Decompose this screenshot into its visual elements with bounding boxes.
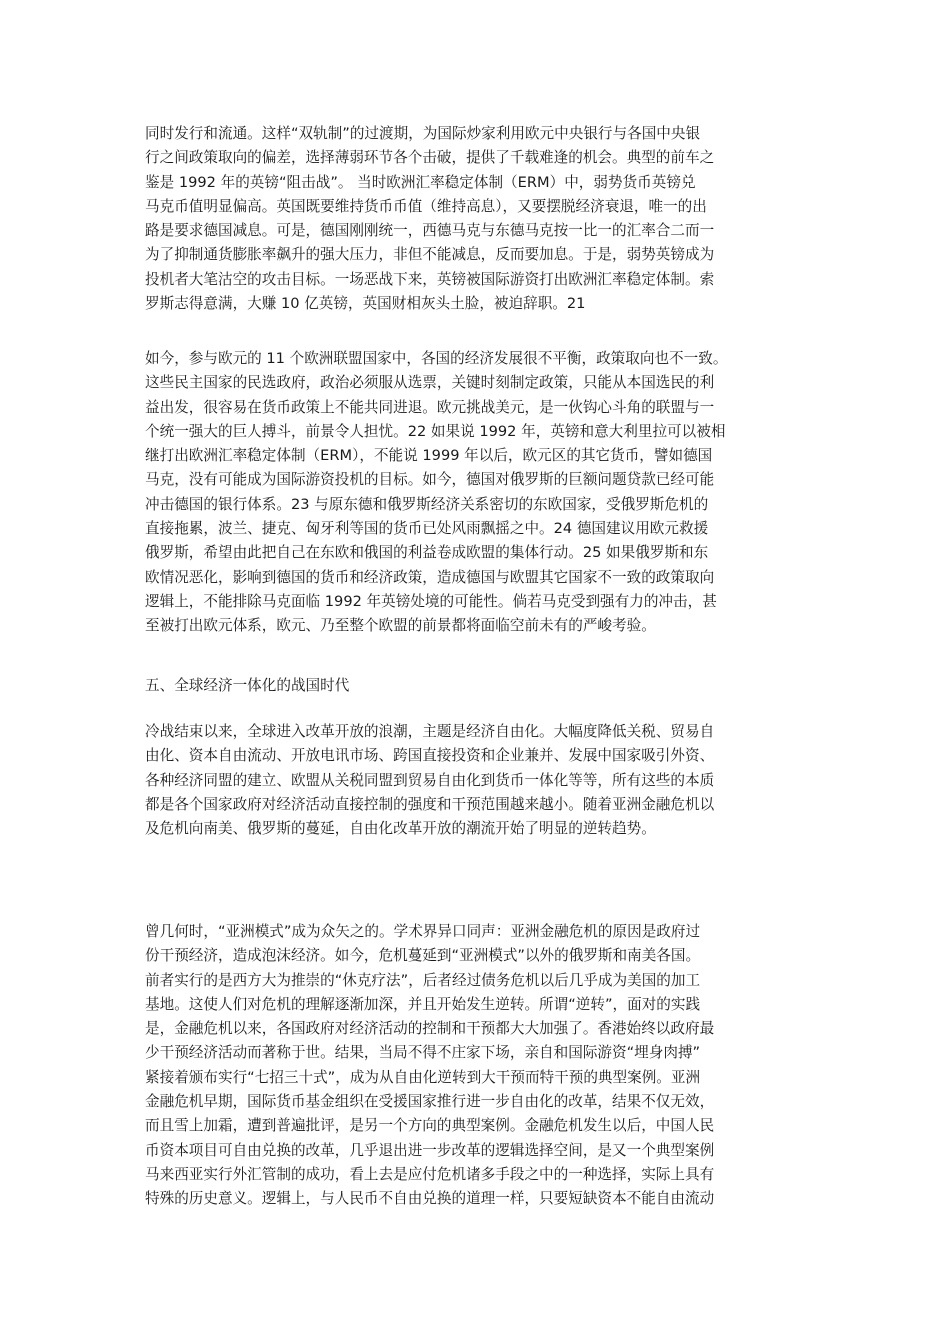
text-line: 金融危机早期，国际货币基金组织在受援国家推行进一步自由化的改革，结果不仅无效， <box>145 1093 715 1111</box>
text-line: 是，金融危机以来，各国政府对经济活动的控制和干预都大大加强了。香港始终以政府最 <box>145 1020 715 1038</box>
text-line: 个统一强大的巨人搏斗，前景令人担忧。22 如果说 1992 年，英镑和意大利里拉可以被相 <box>145 422 726 440</box>
paragraph-pound-attack <box>145 122 825 316</box>
text-line: 为了抑制通货膨胀率飙升的强大压力，非但不能减息，反而要加息。于是，弱势英镑成为 <box>145 246 715 264</box>
paragraph-asian-model <box>145 920 825 1212</box>
text-line: 这些民主国家的民选政府，政治必须服从选票，关键时刻制定政策，只能从本国选民的利 <box>145 374 715 392</box>
section-heading-5 <box>145 674 825 698</box>
text-line: 直接拖累，波兰、捷克、匈牙利等国的货币已处风雨飘摇之中。24 德国建议用欧元救援 <box>145 520 709 538</box>
text-line: 罗斯志得意满，大赚 10 亿英镑，英国财相灰头土脸，被迫辞职。21 <box>145 295 586 313</box>
text-line: 而且雪上加霜，遭到普遍批评，是另一个方向的典型案例。金融危机发生以后，中国人民 <box>145 1117 715 1135</box>
text-line: 基地。这使人们对危机的理解逐渐加深，并且开始发生逆转。所谓“逆转”，面对的实践 <box>145 995 701 1013</box>
text-line: 份干预经济，造成泡沫经济。如今，危机蔓延到“亚洲模式”以外的俄罗斯和南美各国。 <box>145 947 701 965</box>
text-line: 少干预经济活动而著称于世。结果，当局不得不庄家下场，亲自和国际游资“埋身肉搏” <box>145 1044 701 1062</box>
text-line: 同时发行和流通。这样“双轨制”的过渡期，为国际炒家利用欧元中央银行与各国中央银 <box>145 125 701 142</box>
text-line: 如今，参与欧元的 11 个欧洲联盟国家中，各国的经济发展很不平衡，政策取向也不一致。 <box>145 350 728 367</box>
text-line: 逻辑上，不能排除马克面临 1992 年英镑处境的可能性。倘若马克受到强有力的冲击，甚 <box>145 592 717 610</box>
text-line: 冷战结束以来，全球进入改革开放的浪潮，主题是经济自由化。大幅度降低关税、贸易自 <box>145 723 715 740</box>
text-line: 及危机向南美、俄罗斯的蔓延，自由化改革开放的潮流开始了明显的逆转趋势。 <box>145 820 656 838</box>
text-line: 曾几何时，“亚洲模式”成为众矢之的。学术界异口同声：亚洲金融危机的原因是政府过 <box>145 923 701 940</box>
paragraph-euro-members <box>145 347 825 639</box>
text-line: 冲击德国的银行体系。23 与原东德和俄罗斯经济关系密切的东欧国家，受俄罗斯危机的 <box>145 495 709 513</box>
text-line: 五、全球经济一体化的战国时代 <box>145 677 350 694</box>
text-line: 特殊的历史意义。逻辑上，与人民币不自由兑换的道理一样，只要短缺资本不能自由流动 <box>145 1190 715 1208</box>
paragraph-post-cold-war <box>145 720 825 841</box>
text-line: 币资本项目可自由兑换的改革，几乎退出进一步改革的逻辑选择空间，是又一个典型案例 <box>145 1141 715 1159</box>
text-line: 益出发，很容易在货币政策上不能共同进退。欧元挑战美元，是一伙钩心斗角的联盟与一 <box>145 398 715 416</box>
text-line: 前者实行的是西方大为推崇的“休克疗法”，后者经过债务危机以后几乎成为美国的加工 <box>145 971 701 989</box>
text-line: 俄罗斯，希望由此把自己在东欧和俄国的利益卷成欧盟的集体行动。25 如果俄罗斯和东 <box>145 544 709 562</box>
text-line: 马克币值明显偏高。英国既要维持货币币值（维持高息），又要摆脱经济衰退，唯一的出 <box>145 197 707 215</box>
text-line: 马克，没有可能成为国际游资投机的目标。如今，德国对俄罗斯的巨额问题贷款已经可能 <box>145 471 715 489</box>
text-line: 行之间政策取向的偏差，选择薄弱环节各个击破，提供了千载难逢的机会。典型的前车之 <box>145 149 715 167</box>
text-line: 投机者大笔沽空的攻击目标。一场恶战下来，英镑被国际游资打出欧洲汇率稳定体制。索 <box>145 270 715 288</box>
text-line: 各种经济同盟的建立、欧盟从关税同盟到贸易自由化到货币一体化等等，所有这些的本质 <box>145 771 715 789</box>
text-line: 继打出欧洲汇率稳定体制（ERM），不能说 1999 年以后，欧元区的其它货币，譬如德国 <box>145 447 713 465</box>
text-line: 路是要求德国减息。可是，德国刚刚统一，西德马克与东德马克按一比一的汇率合二而一 <box>145 222 715 240</box>
text-line: 欧情况恶化，影响到德国的货币和经济政策，造成德国与欧盟其它国家不一致的政策取向 <box>145 568 715 586</box>
text-line: 马来西亚实行外汇管制的成功，看上去是应付危机诸多手段之中的一种选择，实际上具有 <box>145 1165 715 1183</box>
text-line: 紧接着颁布实行“七招三十式”，成为从自由化逆转到大干预而特干预的典型案例。亚洲 <box>145 1068 701 1086</box>
text-line: 鉴是 1992 年的英镑“阻击战”。 当时欧洲汇率稳定体制（ERM）中，弱势货币英镑兑 <box>145 173 696 191</box>
text-line: 由化、资本自由流动、开放电讯市场、跨国直接投资和企业兼并、发展中国家吸引外资、 <box>145 747 715 765</box>
text-line: 都是各个国家政府对经济活动直接控制的强度和干预范围越来越小。随着亚洲金融危机以 <box>145 795 715 813</box>
text-line: 至被打出欧元体系，欧元、乃至整个欧盟的前景都将面临空前未有的严峻考验。 <box>145 617 656 635</box>
